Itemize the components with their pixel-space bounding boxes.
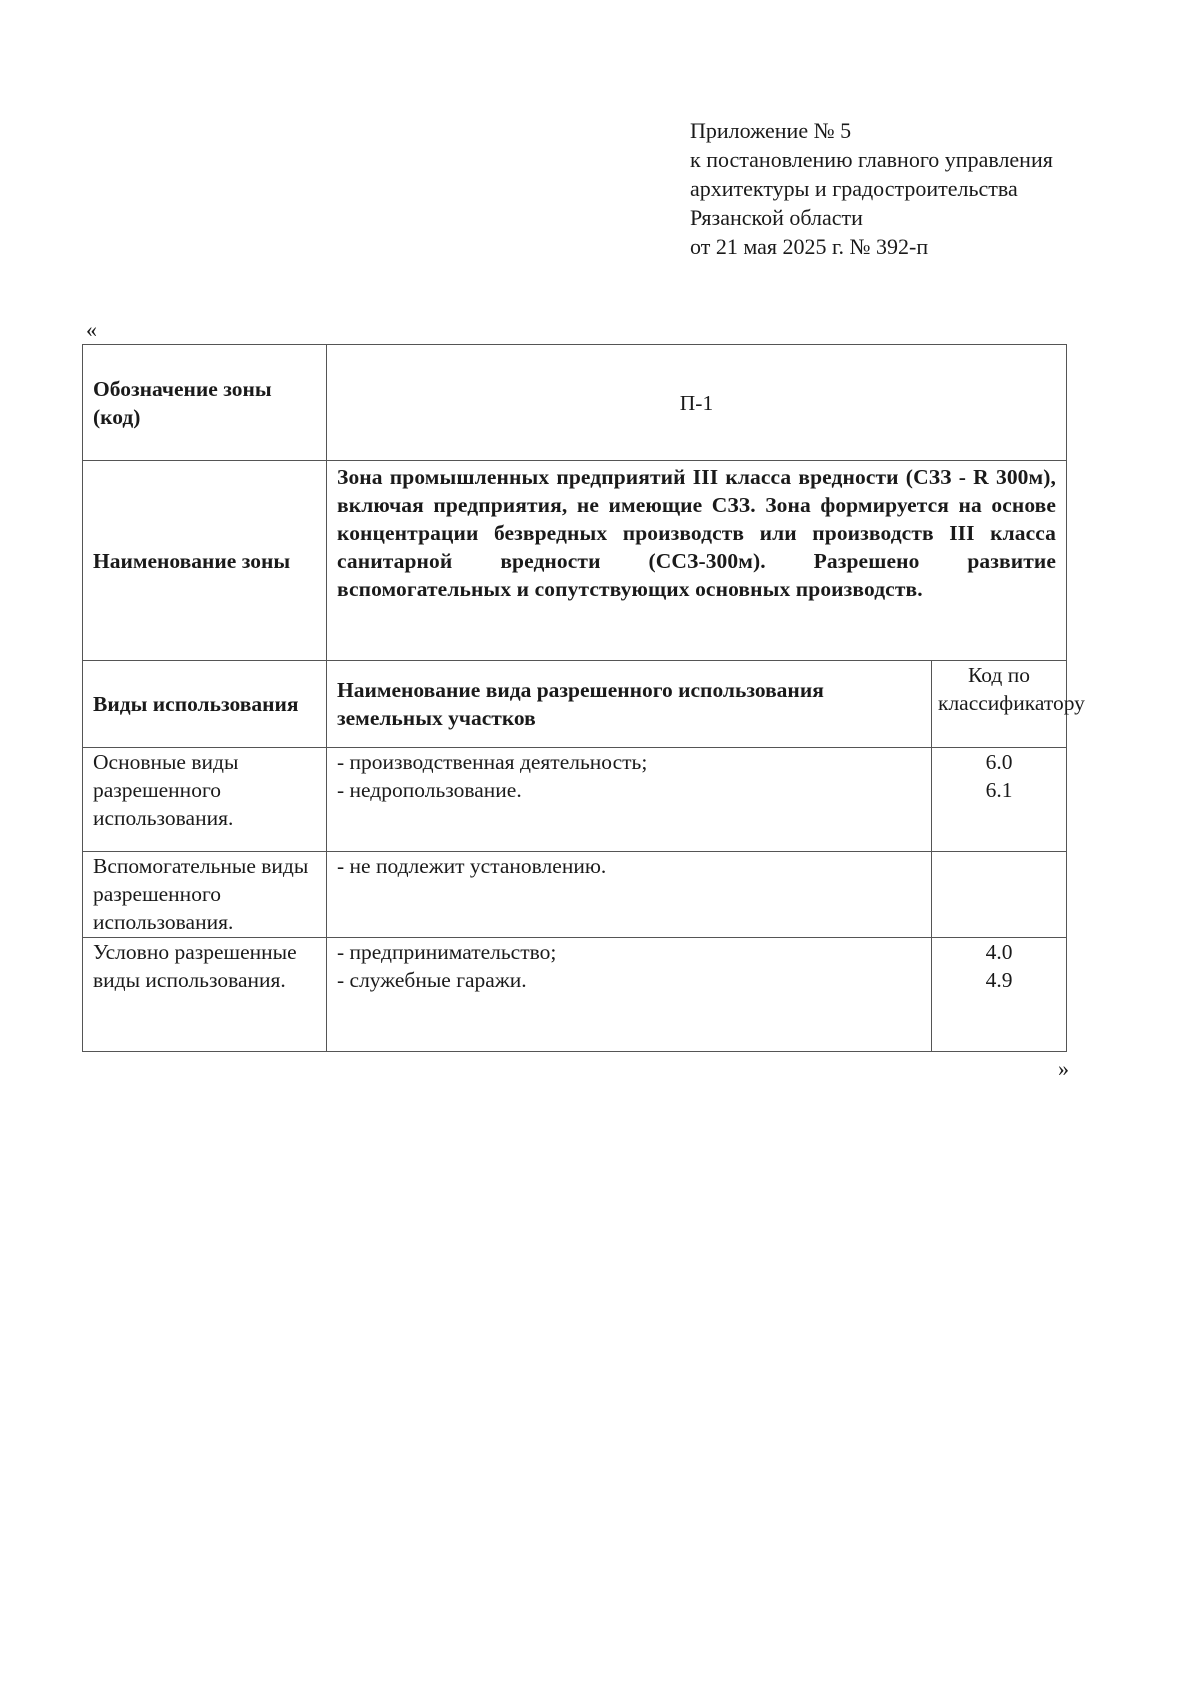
usage-items-cell [327, 852, 932, 938]
usage-item: - предпринимательство; [337, 940, 557, 964]
classifier-codes-cell [932, 852, 1067, 938]
table-row [83, 852, 1067, 938]
usage-item: - служебные гаражи. [337, 968, 527, 992]
header-usage-types: Виды использования [83, 661, 327, 748]
usage-item: - недропользование. [337, 778, 522, 802]
appendix-line: Рязанской области [690, 205, 863, 230]
closing-quote: » [1058, 1056, 1069, 1081]
zone-code-value: П-1 [327, 345, 1067, 461]
classifier-code: 4.0 [985, 940, 1013, 964]
appendix-header [690, 116, 1170, 261]
opening-quote: « [86, 317, 97, 342]
classifier-code: 6.1 [985, 778, 1013, 802]
zone-code-label: Обозначение зоны (код) [83, 345, 327, 461]
appendix-line: Приложение № 5 [690, 118, 852, 143]
classifier-codes-cell [932, 938, 1067, 1052]
table-header-row [83, 661, 1067, 748]
usage-items-cell [327, 938, 932, 1052]
table-row [83, 748, 1067, 852]
usage-type-cell: Основные виды разрешенного использования. [83, 748, 327, 852]
appendix-line: архитектуры и градостроительства [690, 176, 1018, 201]
header-usage-name: Наименование вида разрешенного использования земельных участков [327, 661, 932, 748]
zone-name-description: Зона промышленных предприятий III класса вредности (СЗЗ - R 300м), включая предприятия, не имеющие СЗЗ. Зона формируется на основе концентрации безвредных производств или производств III класса санитарной вредности (ССЗ-300м). Разрешено развитие вспомогательных и сопутствующих основных производств. [327, 461, 1067, 661]
classifier-codes-cell [932, 748, 1067, 852]
appendix-line: к постановлению главного управления [690, 147, 1053, 172]
usage-items-cell [327, 748, 932, 852]
zone-code-row [83, 345, 1067, 461]
zone-name-row [83, 461, 1067, 661]
classifier-code: 4.9 [985, 968, 1013, 992]
zone-table [82, 344, 1085, 1052]
zone-name-label: Наименование зоны [83, 461, 327, 661]
usage-item: - производственная деятельность; [337, 750, 648, 774]
usage-type-cell: Вспомогательные виды разрешенного использования. [83, 852, 327, 938]
classifier-code: 6.0 [985, 750, 1013, 774]
table-row [83, 938, 1067, 1052]
usage-type-cell: Условно разрешенные виды использования. [83, 938, 327, 1052]
appendix-line: от 21 мая 2025 г. № 392-п [690, 234, 929, 259]
header-classifier-code: Код по классификатору [932, 661, 1067, 748]
usage-item: - не подлежит установлению. [337, 854, 607, 878]
